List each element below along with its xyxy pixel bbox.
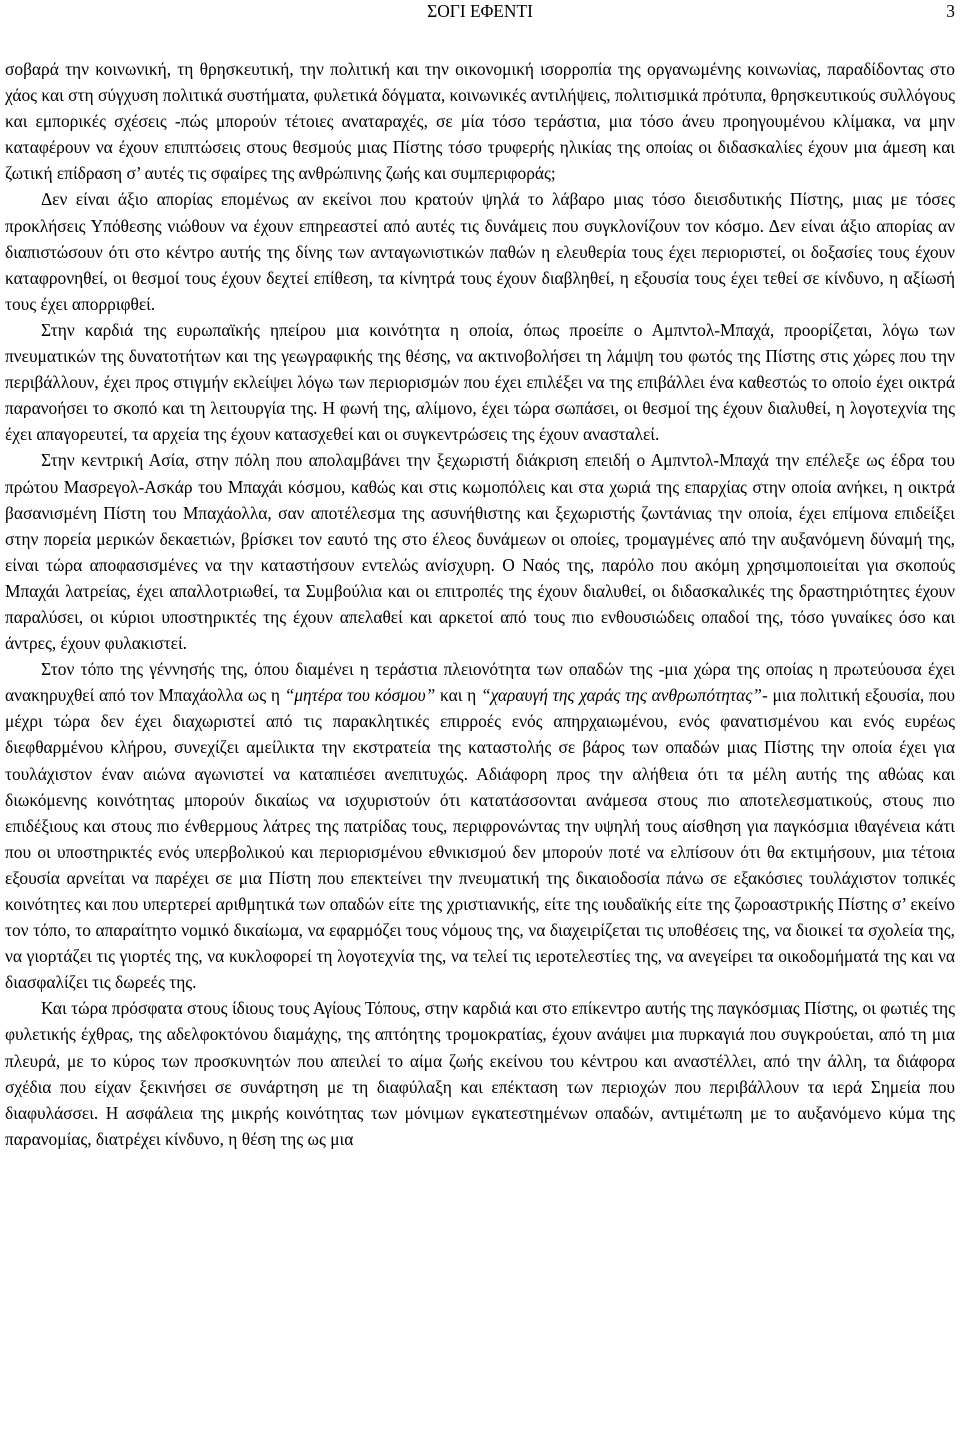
- text-run: Στην καρδιά της ευρωπαϊκής ηπείρου μια κοινότητα η οποία, όπως προείπε ο Αμπντολ-Μπαχά, προορίζεται, λόγω των πνευματικών της δυνατοτήτων και της γεωγραφικής της θέσης, να ακτινοβολήσει τη λάμψη του φωτός της Πίστης στις χώρες που την περιβάλλουν, έχει προς στιγμήν εκλείψει λόγω των περιορισμών που έχει επιλέξει να της επιβάλλει ένα καθεστώς το οποίο έχει οικτρά παρανοήσει το σκοπό και τη λειτουργία της. Η φωνή της, αλίμονο, έχει τώρα σωπάσει, οι θεσμοί της έχουν διαλυθεί, η λογοτεχνία της έχει απαγορευτεί, τα αρχεία της έχουν κατασχεθεί και οι συγκεντρώσεις της έχουν ανασταλεί.: [5, 319, 955, 445]
- page-header: [0, 0, 960, 26]
- text-run: - μια πολιτική εξουσία, που μέχρι τώρα δεν έχει διαχωριστεί από τις παρακλητικές επιρροές ενός απηρχαιωμένου, ενός φανατισμένου και ενός ευρέως διεφθαρμένου κλήρου, συνεχίζει αμείλικτα την εκστρατεία της καταστολής σε βάρος των οπαδών μιας Πίστης την οποία έχει για τουλάχιστον έναν αιώνα αγωνιστεί να καταπιέσει ανεπιτυχώς. Αδιάφορη προς την αλήθεια ότι τα μέλη αυτής της αθώας και διωκόμενης κοινότητας μπορούν δικαίως να ισχυριστούν ότι κατατάσσονται ανάμεσα στους πιο αποτελεσματικούς, στους πιο επιδέξιους και στους πιο ένθερμους λάτρες της πατρίδας τους, περιφρονώντας την υψηλή τους αίσθηση για παγκόσμια ιθαγένεια κάτι που οι υποστηρικτές ενός υπερβολικού και περιορισμένου εθνικισμού δεν μπορούν ποτέ να ελπίσουν ότι θα εκτιμήσουν, μια τέτοια εξουσία αρνείται να παρέχει σε μια Πίστη που επεκτείνει την πνευματική της δικαιοδοσία πάνω σε εξακόσιες τουλάχιστον τοπικές κοινότητες και που υπερτερεί αριθμητικά των οπαδών είτε της χριστιανικής, είτε της ιουδαϊκής είτε της ζωροαστρικής Πίστης σ’ εκείνο τον τόπο, το απαραίτητο νομικό δικαίωμα, να εφαρμόζει τους νόμους της, να διαχειρίζεται τις υποθέσεις της, να διοικεί τα σχολεία της, να γιορτάζει τις γιορτές της, να κυκλοφορεί τη λογοτεχνία της, να τελεί τις ιεροτελεστίες της, να ανεγείρει τα οικοδομήματά της και να διασφαλίζει τις δωρεές της.: [5, 685, 955, 993]
- paragraph: [5, 656, 955, 995]
- page-number: 3: [946, 1, 955, 21]
- italic-quote: “χαραυγή της χαράς της ανθρωπότητας”: [480, 685, 762, 706]
- text-run: και η: [435, 685, 481, 706]
- paragraph: [5, 995, 955, 1152]
- running-title: ΣΟΓΙ ΕΦΕΝΤΙ: [427, 1, 533, 21]
- italic-quote: “μητέρα του κόσμου”: [284, 685, 436, 706]
- text-run: Και τώρα πρόσφατα στους ίδιους τους Αγίους Τόπους, στην καρδιά και στο επίκεντρο αυτής της παγκόσμιας Πίστης, οι φωτιές της φυλετικής έχθρας, της αδελφοκτόνου διαμάχης, της απτόητης τρομοκρατίας, έχουν ανάψει μια πυρκαγιά που συγκρούεται, από τη μια πλευρά, με το κύρος των προσκυνητών που απειλεί το αίμα ζωής εκείνου του κέντρου και αναστέλλει, από την άλλη, τα διάφορα σχέδια που είχαν ξεκινήσει σε συνάρτηση με τη διαφύλαξη και επέκταση των περιοχών που περιβάλλουν τα ιερά Σημεία που διαφυλάσσει. Η ασφάλεια της μικρής κοινότητας των μόνιμων εγκατεστημένων οπαδών, αντιμέτωπη με το αυξανόμενο κύμα της παρανομίας, διατρέχει κίνδυνο, η θέση της ως μια: [5, 998, 955, 1149]
- paragraph: [5, 447, 955, 656]
- paragraph: [5, 56, 955, 186]
- body-text: [5, 56, 955, 1152]
- text-run: Στον τόπο της γέννησής της, όπου διαμένει η τεράστια πλειονότητα των οπαδών της -μια χώρα της οποίας η πρωτεύουσα έχει ανακηρυχθεί από τον Μπαχάολλα ως η: [5, 659, 955, 706]
- text-run: Στην κεντρική Ασία, στην πόλη που απολαμβάνει την ξεχωριστή διάκριση επειδή ο Αμπντολ-Μπαχά την επέλεξε ως έδρα του πρώτου Μασρεγολ-Ασκάρ του Μπαχάι κόσμου, καθώς και στις κωμοπόλεις και στα χωριά της επαρχίας στην οποία ανήκει, η οικτρά βασανισμένη Πίστη του Μπαχάολλα, σαν αποτέλεσμα της ασυνήθιστης και ξεχωριστής ζωντάνιας την οποία, έχει επίμονα επιδείξει στην πορεία μερικών δεκαετιών, βρίσκει τον εαυτό της στο έλεος δυνάμεων οι οποίες, τρομαγμένες από την αυξανόμενη δύναμή της, είναι τώρα αποφασισμένες να την καταστήσουν εντελώς ανίσχυρη. Ο Ναός της, παρόλο που ακόμη χρησιμοποιείται για σκοπούς Μπαχάι λατρείας, έχει απαλλοτριωθεί, τα Συμβούλια και οι επιτροπές της έχουν διαλυθεί, οι διδασκαλικές της δραστηριότητες έχουν παραλύσει, οι κύριοι υποστηρικτές της έχουν απελαθεί και αρκετοί από τους πιο ενθουσιώδεις οπαδοί της, τόσο γυναίκες όσο και άντρες, έχουν φυλακιστεί.: [5, 450, 955, 654]
- text-run: σοβαρά την κοινωνική, τη θρησκευτική, την πολιτική και την οικονομική ισορροπία της οργανωμένης κοινωνίας, παραδίδοντας στο χάος και στη σύγχυση πολιτικά συστήματα, φυλετικά δόγματα, κοινωνικές αντιλήψεις, πολιτισμικά πρότυπα, θρησκευτικούς συλλόγους και εμπορικές σχέσεις -πώς μπορούν τέτοιες αναταραχές, σε μία τόσο τεράστια, μια τόσο άνευ προηγουμένου κλίμακα, να μην καταφέρουν να έχουν επιπτώσεις στους θεσμούς μιας Πίστης τόσο τρυφερής ηλικίας της οποίας οι διδασκαλίες έχουν μια άμεση και ζωτική επίδραση σ’ αυτές τις σφαίρες της ανθρώπινης ζωής και συμπεριφοράς;: [5, 59, 955, 184]
- paragraph: [5, 186, 955, 316]
- paragraph: [5, 317, 955, 447]
- text-run: Δεν είναι άξιο απορίας επομένως αν εκείνοι που κρατούν ψηλά το λάβαρο μιας τόσο διεισδυτικής Πίστης, μιας με τόσες προκλήσεις Υπόθεσης νιώθουν να έχουν επηρεαστεί από αυτές τις δυνάμεις που συγκλονίζουν τον κόσμο. Δεν είναι άξιο απορίας αν διαπιστώσουν ότι στο κέντρο αυτής της δίνης των ανταγωνιστικών παθών η ελευθερία τους έχει περιοριστεί, οι δοξασίες τους έχουν καταφρονηθεί, οι θεσμοί τους έχουν δεχτεί επίθεση, τα κίνητρά τους έχουν διαβληθεί, η εξουσία τους έχει τεθεί σε κίνδυνο, η αξίωσή τους έχει απορριφθεί.: [5, 189, 955, 314]
